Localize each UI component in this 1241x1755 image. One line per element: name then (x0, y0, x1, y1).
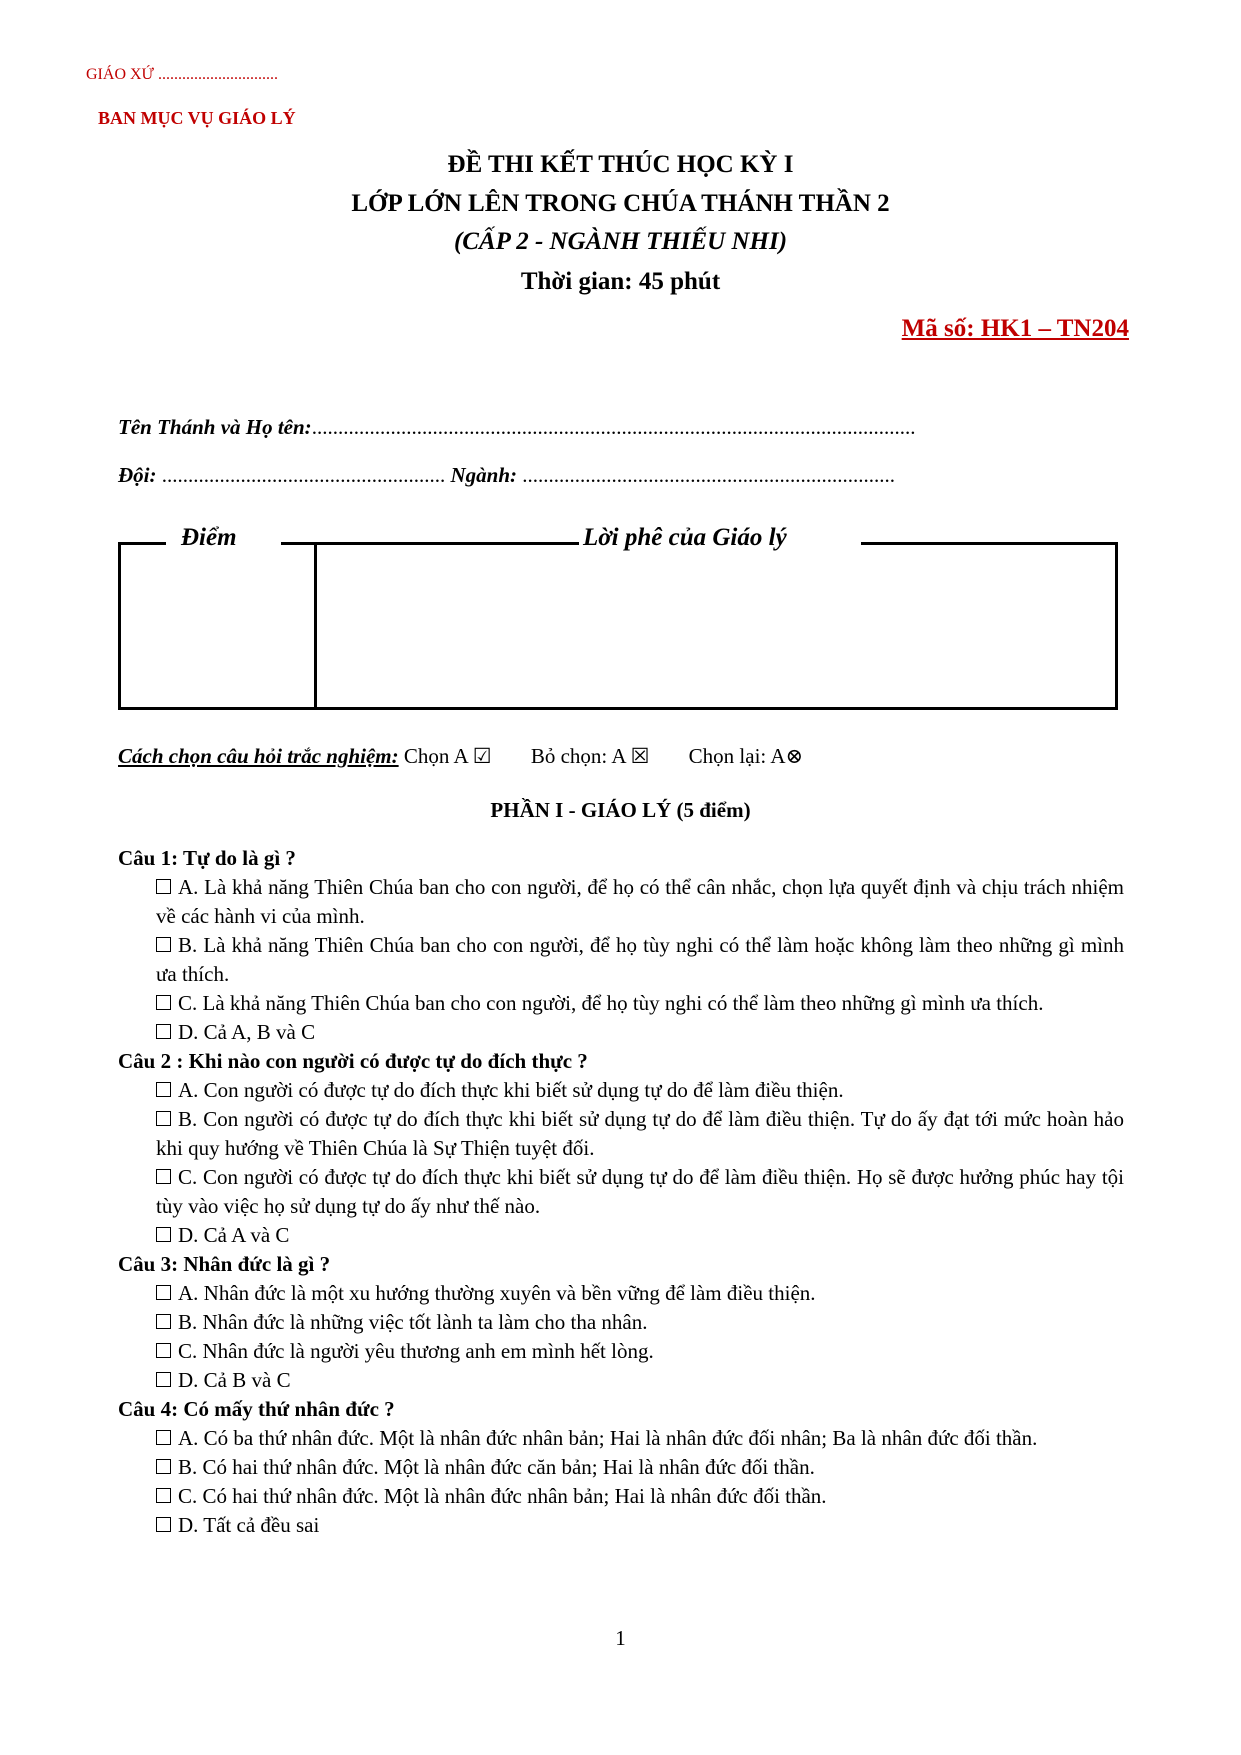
answer-option[interactable] (118, 1105, 1124, 1163)
checkbox-icon[interactable] (156, 1314, 171, 1329)
answer-option-text: C. Con người có được tự do đích thực khi biết sử dụng tự do để làm điều thiện. Họ sẽ được hưởng phúc hay tội tùy vào việc họ sử dụng tự do ấy như thế nào. (156, 1165, 1124, 1218)
answer-instructions (118, 744, 803, 769)
checkbox-icon[interactable] (156, 937, 171, 952)
checkbox-icon[interactable] (156, 1024, 171, 1039)
answer-option-text: B. Có hai thứ nhân đức. Một là nhân đức căn bản; Hai là nhân đức đối thần. (178, 1455, 815, 1479)
name-dots: ................................................................................................................... (311, 415, 916, 439)
checkbox-icon[interactable] (156, 1430, 171, 1445)
question-block (118, 1047, 1124, 1250)
box-top-border-right (861, 542, 1118, 545)
page-number: 1 (615, 1626, 626, 1650)
answer-option-text: D. Tất cả đều sai (178, 1513, 320, 1537)
duration: Thời gian: 45 phút (520, 268, 721, 295)
question-title: Câu 3: Nhân đức là gì ? (118, 1252, 331, 1276)
answer-option-text: C. Là khả năng Thiên Chúa ban cho con người, để họ tùy nghi có thể làm theo những gì mình ưa thích. (178, 991, 1044, 1015)
level-subtitle: (CẤP 2 - NGÀNH THIẾU NHI) (453, 228, 788, 255)
checkbox-icon[interactable] (156, 1082, 171, 1097)
answer-option-text: D. Cả B và C (178, 1368, 291, 1392)
answer-option[interactable] (118, 1221, 1124, 1250)
answer-option-text: D. Cả A và C (178, 1223, 290, 1247)
team-label: Đội: (118, 463, 157, 487)
answer-option[interactable] (118, 1308, 1124, 1337)
answer-option[interactable] (118, 1424, 1124, 1453)
instruction-deselect: Bỏ chọn: A ☒ (530, 744, 650, 768)
answer-option[interactable] (118, 873, 1124, 931)
answer-option-text: D. Cả A, B và C (178, 1020, 316, 1044)
team-dots: ...................................................... (161, 463, 446, 487)
answer-option[interactable] (118, 931, 1124, 989)
checkbox-icon[interactable] (156, 1343, 171, 1358)
checkbox-icon[interactable] (156, 995, 171, 1010)
branch-label: Ngành: (450, 463, 518, 487)
answer-option-text: A. Nhân đức là một xu hướng thường xuyên và bền vững để làm điều thiện. (178, 1281, 816, 1305)
answer-option-text: C. Nhân đức là người yêu thương anh em mình hết lòng. (178, 1339, 654, 1363)
score-label: Điểm (177, 524, 241, 552)
answer-option[interactable] (118, 1018, 1124, 1047)
score-comment-box (118, 524, 1118, 710)
question-block (118, 1250, 1124, 1395)
answer-option-text: B. Nhân đức là những việc tốt lành ta làm cho tha nhân. (178, 1310, 648, 1334)
answer-option-text: A. Có ba thứ nhân đức. Một là nhân đức nhân bản; Hai là nhân đức đối nhân; Ba là nhân đức đối thần. (178, 1426, 1038, 1450)
question-title: Câu 1: Tự do là gì ? (118, 846, 296, 870)
instruction-reselect: Chọn lại: A⊗ (688, 744, 804, 768)
checkbox-icon[interactable] (156, 1169, 171, 1184)
checkbox-icon[interactable] (156, 879, 171, 894)
answer-option[interactable] (118, 1076, 1124, 1105)
comment-label: Lời phê của Giáo lý (579, 524, 791, 552)
section-title: PHẦN I - GIÁO LÝ (5 điểm) (490, 798, 751, 822)
answer-option[interactable] (118, 1511, 1124, 1540)
question-block (118, 844, 1124, 1047)
answer-option[interactable] (118, 1279, 1124, 1308)
class-title: LỚP LỚN LÊN TRONG CHÚA THÁNH THẦN 2 (351, 190, 890, 217)
box-top-border-left (118, 542, 166, 545)
exam-code: Mã số: HK1 – TN204 (901, 315, 1129, 342)
instructions-label: Cách chọn câu hỏi trắc nghiệm: (118, 744, 399, 768)
name-field[interactable] (118, 415, 915, 440)
answer-option-text: C. Có hai thứ nhân đức. Một là nhân đức nhân bản; Hai là nhân đức đối thần. (178, 1484, 827, 1508)
checkbox-icon[interactable] (156, 1227, 171, 1242)
exam-title: ĐỀ THI KẾT THÚC HỌC KỲ I (447, 151, 794, 178)
answer-option-text: B. Là khả năng Thiên Chúa ban cho con người, để họ tùy nghi có thể làm hoặc không làm theo những gì mình ưa thích. (156, 933, 1124, 986)
answer-option[interactable] (118, 1366, 1124, 1395)
checkbox-icon[interactable] (156, 1111, 171, 1126)
instruction-select: Chọn A ☑ (403, 744, 492, 768)
checkbox-icon[interactable] (156, 1372, 171, 1387)
question-title: Câu 4: Có mấy thứ nhân đức ? (118, 1397, 395, 1421)
answer-option-text: A. Con người có được tự do đích thực khi biết sử dụng tự do để làm điều thiện. (178, 1078, 844, 1102)
answer-option[interactable] (118, 1163, 1124, 1221)
answer-option[interactable] (118, 1337, 1124, 1366)
branch-dots: ....................................................................... (522, 463, 896, 487)
parish-label: GIÁO XỨ .............................. (86, 66, 278, 83)
answer-option[interactable] (118, 1482, 1124, 1511)
checkbox-icon[interactable] (156, 1285, 171, 1300)
name-label: Tên Thánh và Họ tên: (118, 415, 312, 439)
answer-option-text: B. Con người có được tự do đích thực khi biết sử dụng tự do để làm điều thiện. Tự do ấy đạt tới mức hoàn hảo khi quy hướng về Thiên Chúa là Sự Thiện tuyệt đối. (156, 1107, 1124, 1160)
question-list (118, 844, 1124, 1540)
checkbox-icon[interactable] (156, 1488, 171, 1503)
checkbox-icon[interactable] (156, 1459, 171, 1474)
answer-option[interactable] (118, 989, 1124, 1018)
answer-option-text: A. Là khả năng Thiên Chúa ban cho con người, để họ có thể cân nhắc, chọn lựa quyết định và chịu trách nhiệm về các hành vi của mình. (156, 875, 1124, 928)
checkbox-icon[interactable] (156, 1517, 171, 1532)
question-block (118, 1395, 1124, 1540)
box-divider (314, 542, 317, 710)
answer-option[interactable] (118, 1453, 1124, 1482)
ministry-label: BAN MỤC VỤ GIÁO LÝ (98, 108, 296, 128)
team-branch-field[interactable] (118, 463, 895, 488)
question-title: Câu 2 : Khi nào con người có được tự do đích thực ? (118, 1049, 588, 1073)
